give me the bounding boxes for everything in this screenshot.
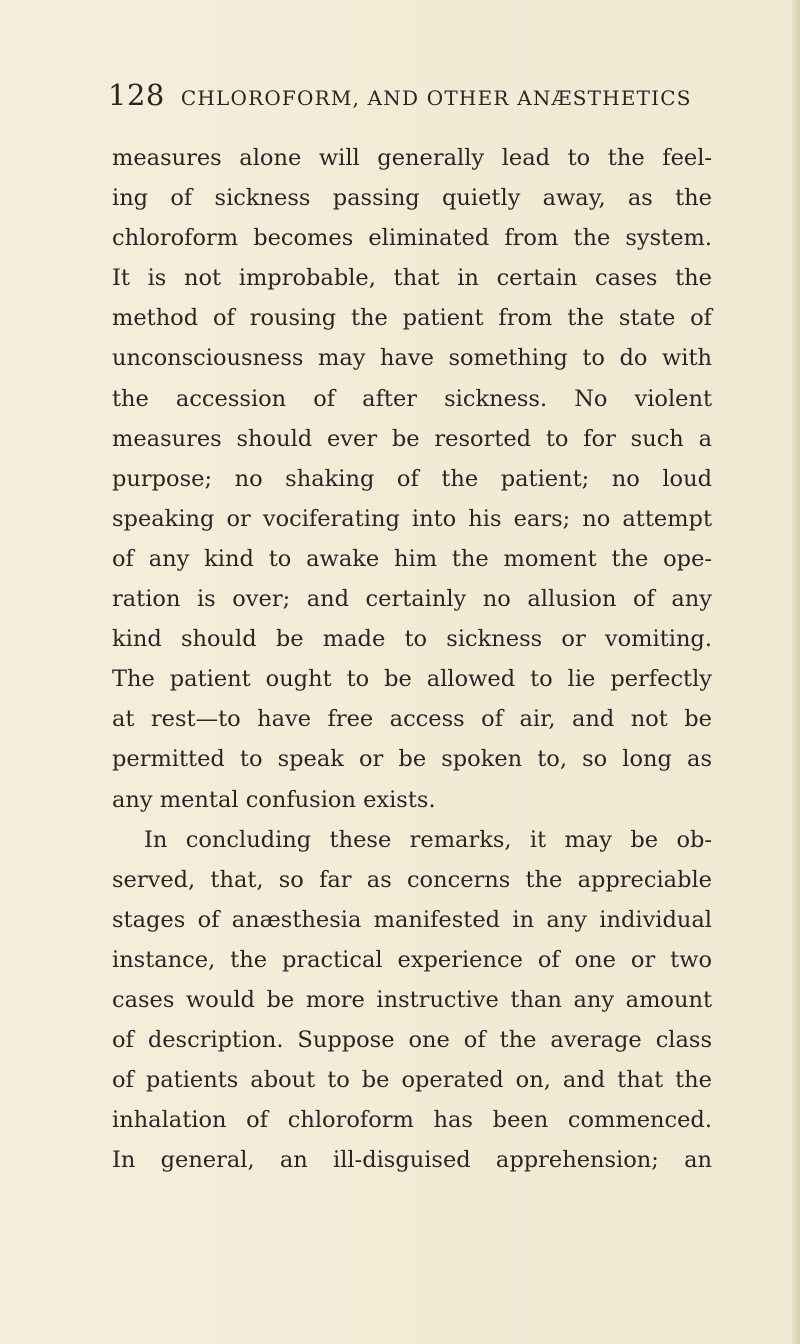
text-line: served, that, so far as concerns the appreciable	[112, 866, 712, 893]
text-line: cases would be more instructive than any amount	[112, 986, 712, 1013]
text-line: The patient ought to be allowed to lie perfectly	[112, 666, 712, 693]
page-edge-shadow	[792, 0, 800, 1344]
paragraph-start-line: In concluding these remarks, it may be ob-	[144, 826, 712, 853]
paragraph-end-line: any mental confusion exists.	[112, 786, 436, 813]
text-line: ration is over; and certainly no allusion of any	[112, 586, 712, 613]
text-line: measures should ever be resorted to for such a	[112, 425, 712, 452]
page-number: 128	[108, 78, 165, 112]
text-line: instance, the practical experience of one or two	[112, 946, 712, 973]
text-line: at rest—to have free access of air, and not be	[112, 706, 712, 733]
body-text	[112, 138, 712, 1180]
text-line: of description. Suppose one of the average class	[112, 1027, 712, 1054]
text-line: permitted to speak or be spoken to, so long as	[112, 746, 712, 773]
text-line: purpose; no shaking of the patient; no loud	[112, 465, 712, 492]
running-header	[108, 78, 708, 118]
text-line: kind should be made to sickness or vomiting.	[112, 626, 712, 653]
text-line: stages of anæsthesia manifested in any individual	[112, 906, 712, 933]
text-line: speaking or vociferating into his ears; no attempt	[112, 505, 712, 532]
text-line: ing of sickness passing quietly away, as the	[112, 185, 712, 212]
text-line: chloroform becomes eliminated from the system.	[112, 225, 712, 252]
running-title: CHLOROFORM, AND OTHER ANÆSTHETICS	[180, 86, 692, 110]
text-line: the accession of after sickness. No violent	[112, 385, 712, 412]
text-line: In general, an ill-disguised apprehension; an	[112, 1147, 712, 1174]
text-line: of patients about to be operated on, and that the	[112, 1067, 712, 1094]
text-line: inhalation of chloroform has been commenced.	[112, 1107, 712, 1134]
text-line: of any kind to awake him the moment the ope-	[112, 545, 712, 572]
text-line: measures alone will generally lead to the feel-	[112, 145, 712, 171]
text-line: unconsciousness may have something to do with	[112, 345, 712, 372]
text-line: It is not improbable, that in certain cases the	[112, 265, 712, 292]
text-line: method of rousing the patient from the state of	[112, 305, 712, 332]
